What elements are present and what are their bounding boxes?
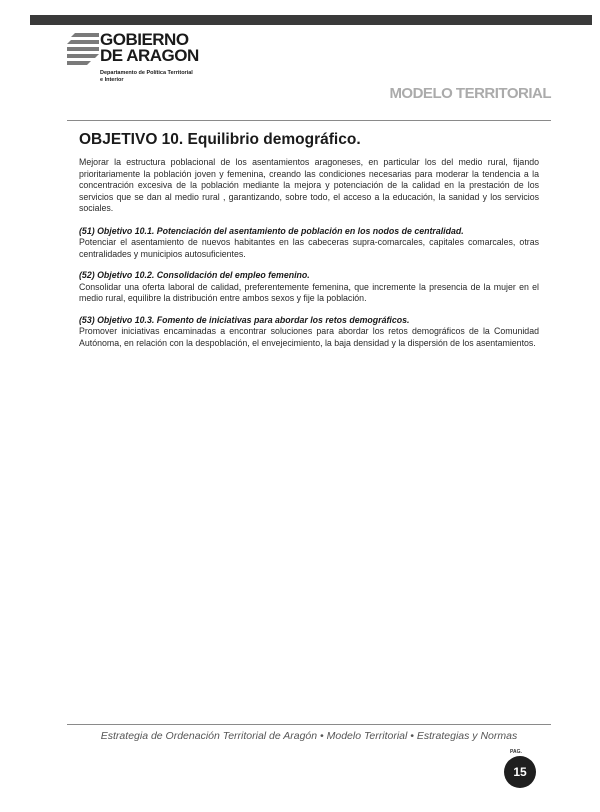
- footer-text: Estrategia de Ordenación Territorial de Aragón • Modelo Territorial • Estrategias y Normas: [100, 730, 518, 742]
- header-divider: [67, 120, 551, 121]
- logo-title-line2: DE ARAGON: [100, 46, 199, 65]
- page-label: PAG.: [510, 749, 522, 755]
- page-number-badge: [504, 756, 536, 788]
- logo-subtitle: [100, 70, 193, 83]
- objective-body: Consolidar una oferta laboral de calidad, preferentemente femenina, que incremente la presencia de la mujer en el medio rural, equilibre la distribución entre ambos sexos y fije la población.: [79, 281, 539, 303]
- logo-subtitle-line1: Departamento de Política Territorial: [100, 70, 193, 76]
- logo-subtitle-line2: e Interior: [100, 76, 124, 83]
- top-bar: [30, 15, 592, 25]
- objective-heading: (52) Objetivo 10.2. Consolidación del empleo femenino.: [79, 270, 310, 280]
- footer-divider: [67, 724, 551, 725]
- logo-title: [100, 32, 199, 64]
- section-label: MODELO TERRITORIAL: [389, 85, 551, 102]
- gobierno-aragon-logo: [67, 30, 267, 88]
- objective-section: [79, 315, 539, 350]
- objective-heading: (53) Objetivo 10.3. Fomento de iniciativas para abordar los retos demográficos.: [79, 314, 410, 325]
- objective-body: Promover iniciativas encaminadas a encontrar soluciones para abordar los retos demográficos de la Comunidad Autónoma, en relación con la despoblación, el envejecimiento, la baja densidad y la dispersión de los asentamientos.: [79, 326, 539, 348]
- document-body: [79, 157, 539, 359]
- objective-section: [79, 226, 539, 261]
- page-number: 15: [513, 765, 527, 779]
- objective-section: [79, 270, 539, 305]
- logo-title-line1: GOBIERNO: [100, 30, 189, 49]
- page-title: OBJETIVO 10. Equilibrio demográfico.: [79, 131, 361, 148]
- intro-paragraph: Mejorar la estructura poblacional de los asentamientos aragoneses, en particular los del medio rural, fijando prioritariamente la población joven y femenina, creando las condiciones necesarias para moderar la tendencia a la concentración excesiva de la población mediante la mejora y potenciación de la calidad en la prestación de los servicios que se dan al medio rural , garantizando, sobre todo, el acceso a la educación, la sanidad y los servicios sociales.: [79, 157, 539, 213]
- aragon-flag-stripes-icon: [67, 33, 99, 65]
- objective-heading: (51) Objetivo 10.1. Potenciación del asentamiento de población en los nodos de centralidad.: [79, 225, 464, 236]
- objective-body: Potenciar el asentamiento de nuevos habitantes en las cabeceras supra-comarcales, capitales comarcales, otras centralidades y municipios autosuficientes.: [79, 237, 539, 259]
